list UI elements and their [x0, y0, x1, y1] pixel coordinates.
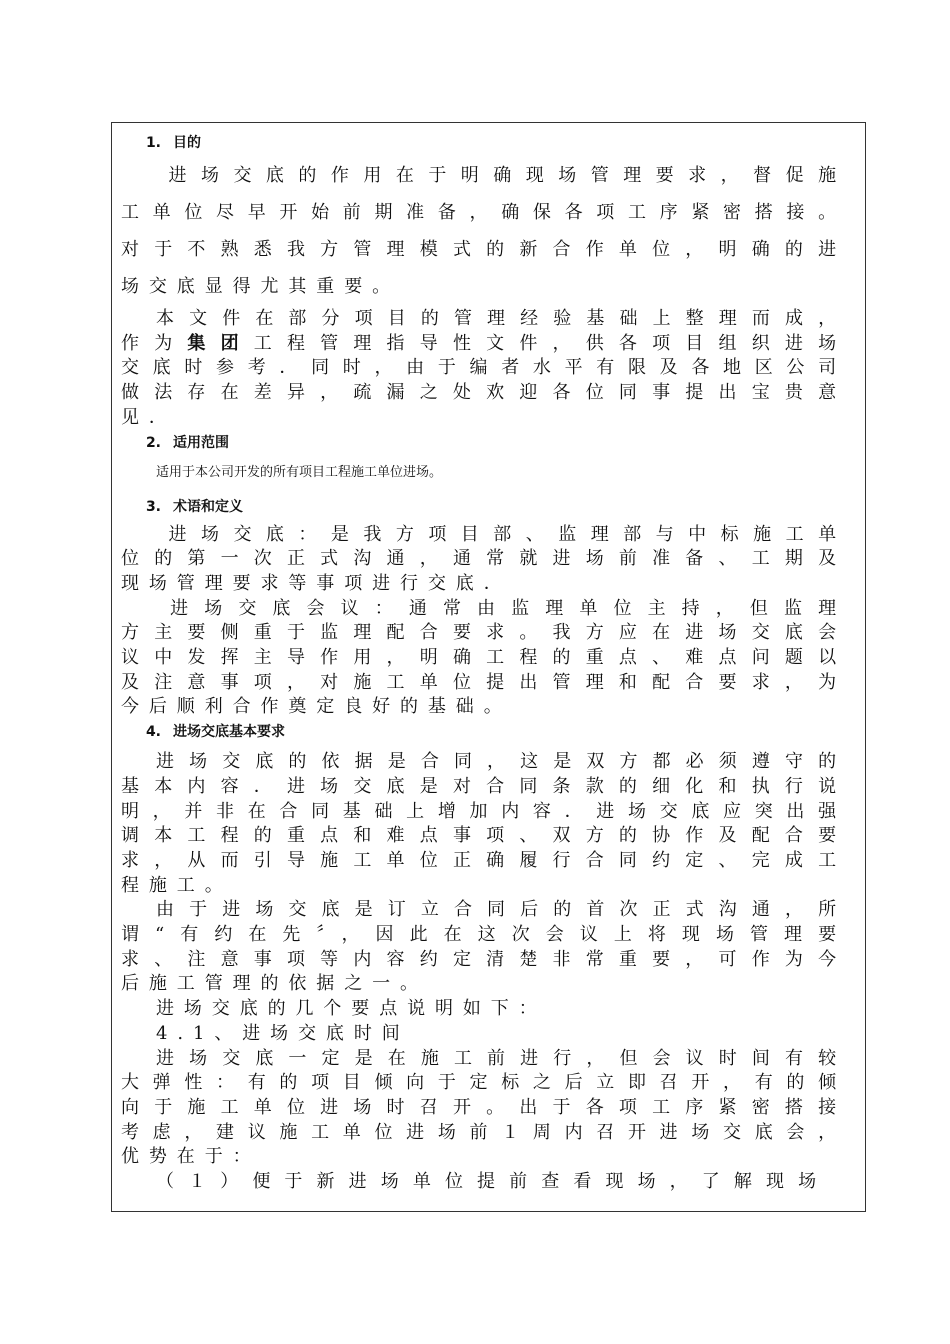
text-line: 程施工。: [121, 874, 233, 896]
text-line: 进场交底一定是在施工前进行，但会议时间有较: [156, 1047, 846, 1069]
text-line: 大弹性：有的项目倾向于定标之后立即召开，有的倾: [121, 1072, 846, 1094]
section-title: 进场交底基本要求: [173, 724, 285, 741]
section-3-paragraph-2: [121, 597, 846, 721]
text-line: 进场交底的依据是合同，这是双方都必须遵守的: [156, 751, 846, 773]
section-3-paragraph-1: [121, 523, 846, 597]
text-line-emphasis: [121, 332, 846, 357]
section-number: 3.: [145, 498, 161, 515]
section-number: 4.: [145, 724, 161, 741]
text-line: 优势在于：: [121, 1146, 261, 1168]
section-1-paragraph-1: [121, 157, 846, 305]
document-content: [121, 131, 846, 1195]
text-line: 求、注意事项等内容约定清楚非常重要，可作为今: [121, 948, 846, 970]
emphasis-text: 集团: [187, 332, 254, 354]
subsection-heading: 4.1、进场交底时间: [156, 1022, 410, 1044]
text-line: 交底时参考．同时，由于编者水平有限及各地区公司: [121, 357, 846, 379]
section-title: 术语和定义: [173, 498, 243, 515]
text-line: 考虑，建议施工单位进场前１周内召开进场交底会，: [121, 1121, 846, 1143]
section-4-paragraph-2: [121, 898, 846, 997]
text-line: 方主要侧重于监理配合要求。我方应在进场交底会: [121, 622, 846, 644]
text-line: 谓“有约在先〞，因此在这次会议上将现场管理要: [121, 924, 846, 946]
section-2-text: 适用于本公司开发的所有项目工程施工单位进场。: [156, 464, 443, 480]
text-line: 由于进场交底是订立合同后的首次正式沟通，所: [156, 899, 846, 921]
section-number: 1.: [145, 135, 161, 151]
text-line: 对于不熟悉我方管理模式的新合作单位，明确的进: [121, 239, 846, 260]
section-title: 适用范围: [173, 434, 229, 451]
section-number: 2.: [145, 434, 161, 451]
text-line: 进场交底的几个要点说明如下：: [156, 998, 547, 1020]
text-line: 明，并非在合同基础上增加内容．进场交底应突出强: [121, 800, 846, 822]
text-line: 现场管理要求等事项进行交底．: [121, 572, 512, 594]
text-line: 进场交底的作用在于明确现场管理要求，督促施: [136, 165, 846, 186]
section-2-heading: [121, 431, 846, 455]
section-4-heading: [121, 720, 846, 744]
text-line: 位的第一次正式沟通，通常就进场前准备、工期及: [121, 548, 846, 570]
section-1-paragraph-2: [121, 307, 846, 431]
text-line: 本文件在部分项目的管理经验基础上整理而成，: [156, 308, 846, 329]
text-line: 工单位尽早开始前期准备，确保各项工序紧密搭接。: [121, 202, 846, 223]
text-line: 求，从而引导施工单位正确履行合同约定、完成工: [121, 849, 846, 871]
section-3-heading: [121, 495, 846, 519]
text-line: 见．: [121, 406, 177, 428]
text-line: 议中发挥主导作用，明确工程的重点、难点问题以: [121, 647, 846, 669]
text-segment: 作为: [121, 332, 188, 354]
section-1-heading: [121, 131, 846, 155]
text-line: 进场交底：是我方项目部、监理部与中标施工单: [136, 523, 846, 545]
section-4-paragraph-3: [121, 1047, 846, 1171]
text-line: 及注意事项，对施工单位提出管理和配合要求，为: [121, 671, 846, 693]
text-line: （１）便于新进场单位提前查看现场，了解现场: [156, 1171, 826, 1193]
text-line: 做法存在差异，疏漏之处欢迎各位同事提出宝贵意: [121, 382, 846, 404]
text-line: 调本工程的重点和难点事项、双方的协作及配合要: [121, 825, 846, 847]
text-line: 后施工管理的依据之一。: [121, 973, 428, 995]
section-4-paragraph-1: [121, 750, 846, 898]
text-segment: 工程管理指导性文件，供各项目组织进场: [253, 332, 846, 354]
section-title: 目的: [173, 135, 201, 151]
text-line: 向于施工单位进场时召开。出于各项工序紧密搭接: [121, 1096, 846, 1118]
text-line: 场交底显得尤其重要。: [121, 276, 400, 297]
text-line: 今后顺利合作奠定良好的基础。: [121, 696, 512, 718]
document-frame: [111, 122, 866, 1212]
text-line: 进场交底会议：通常由监理单位主持，但监理: [136, 597, 846, 619]
text-line: 基本内容．进场交底是对合同条款的细化和执行说: [121, 775, 846, 797]
